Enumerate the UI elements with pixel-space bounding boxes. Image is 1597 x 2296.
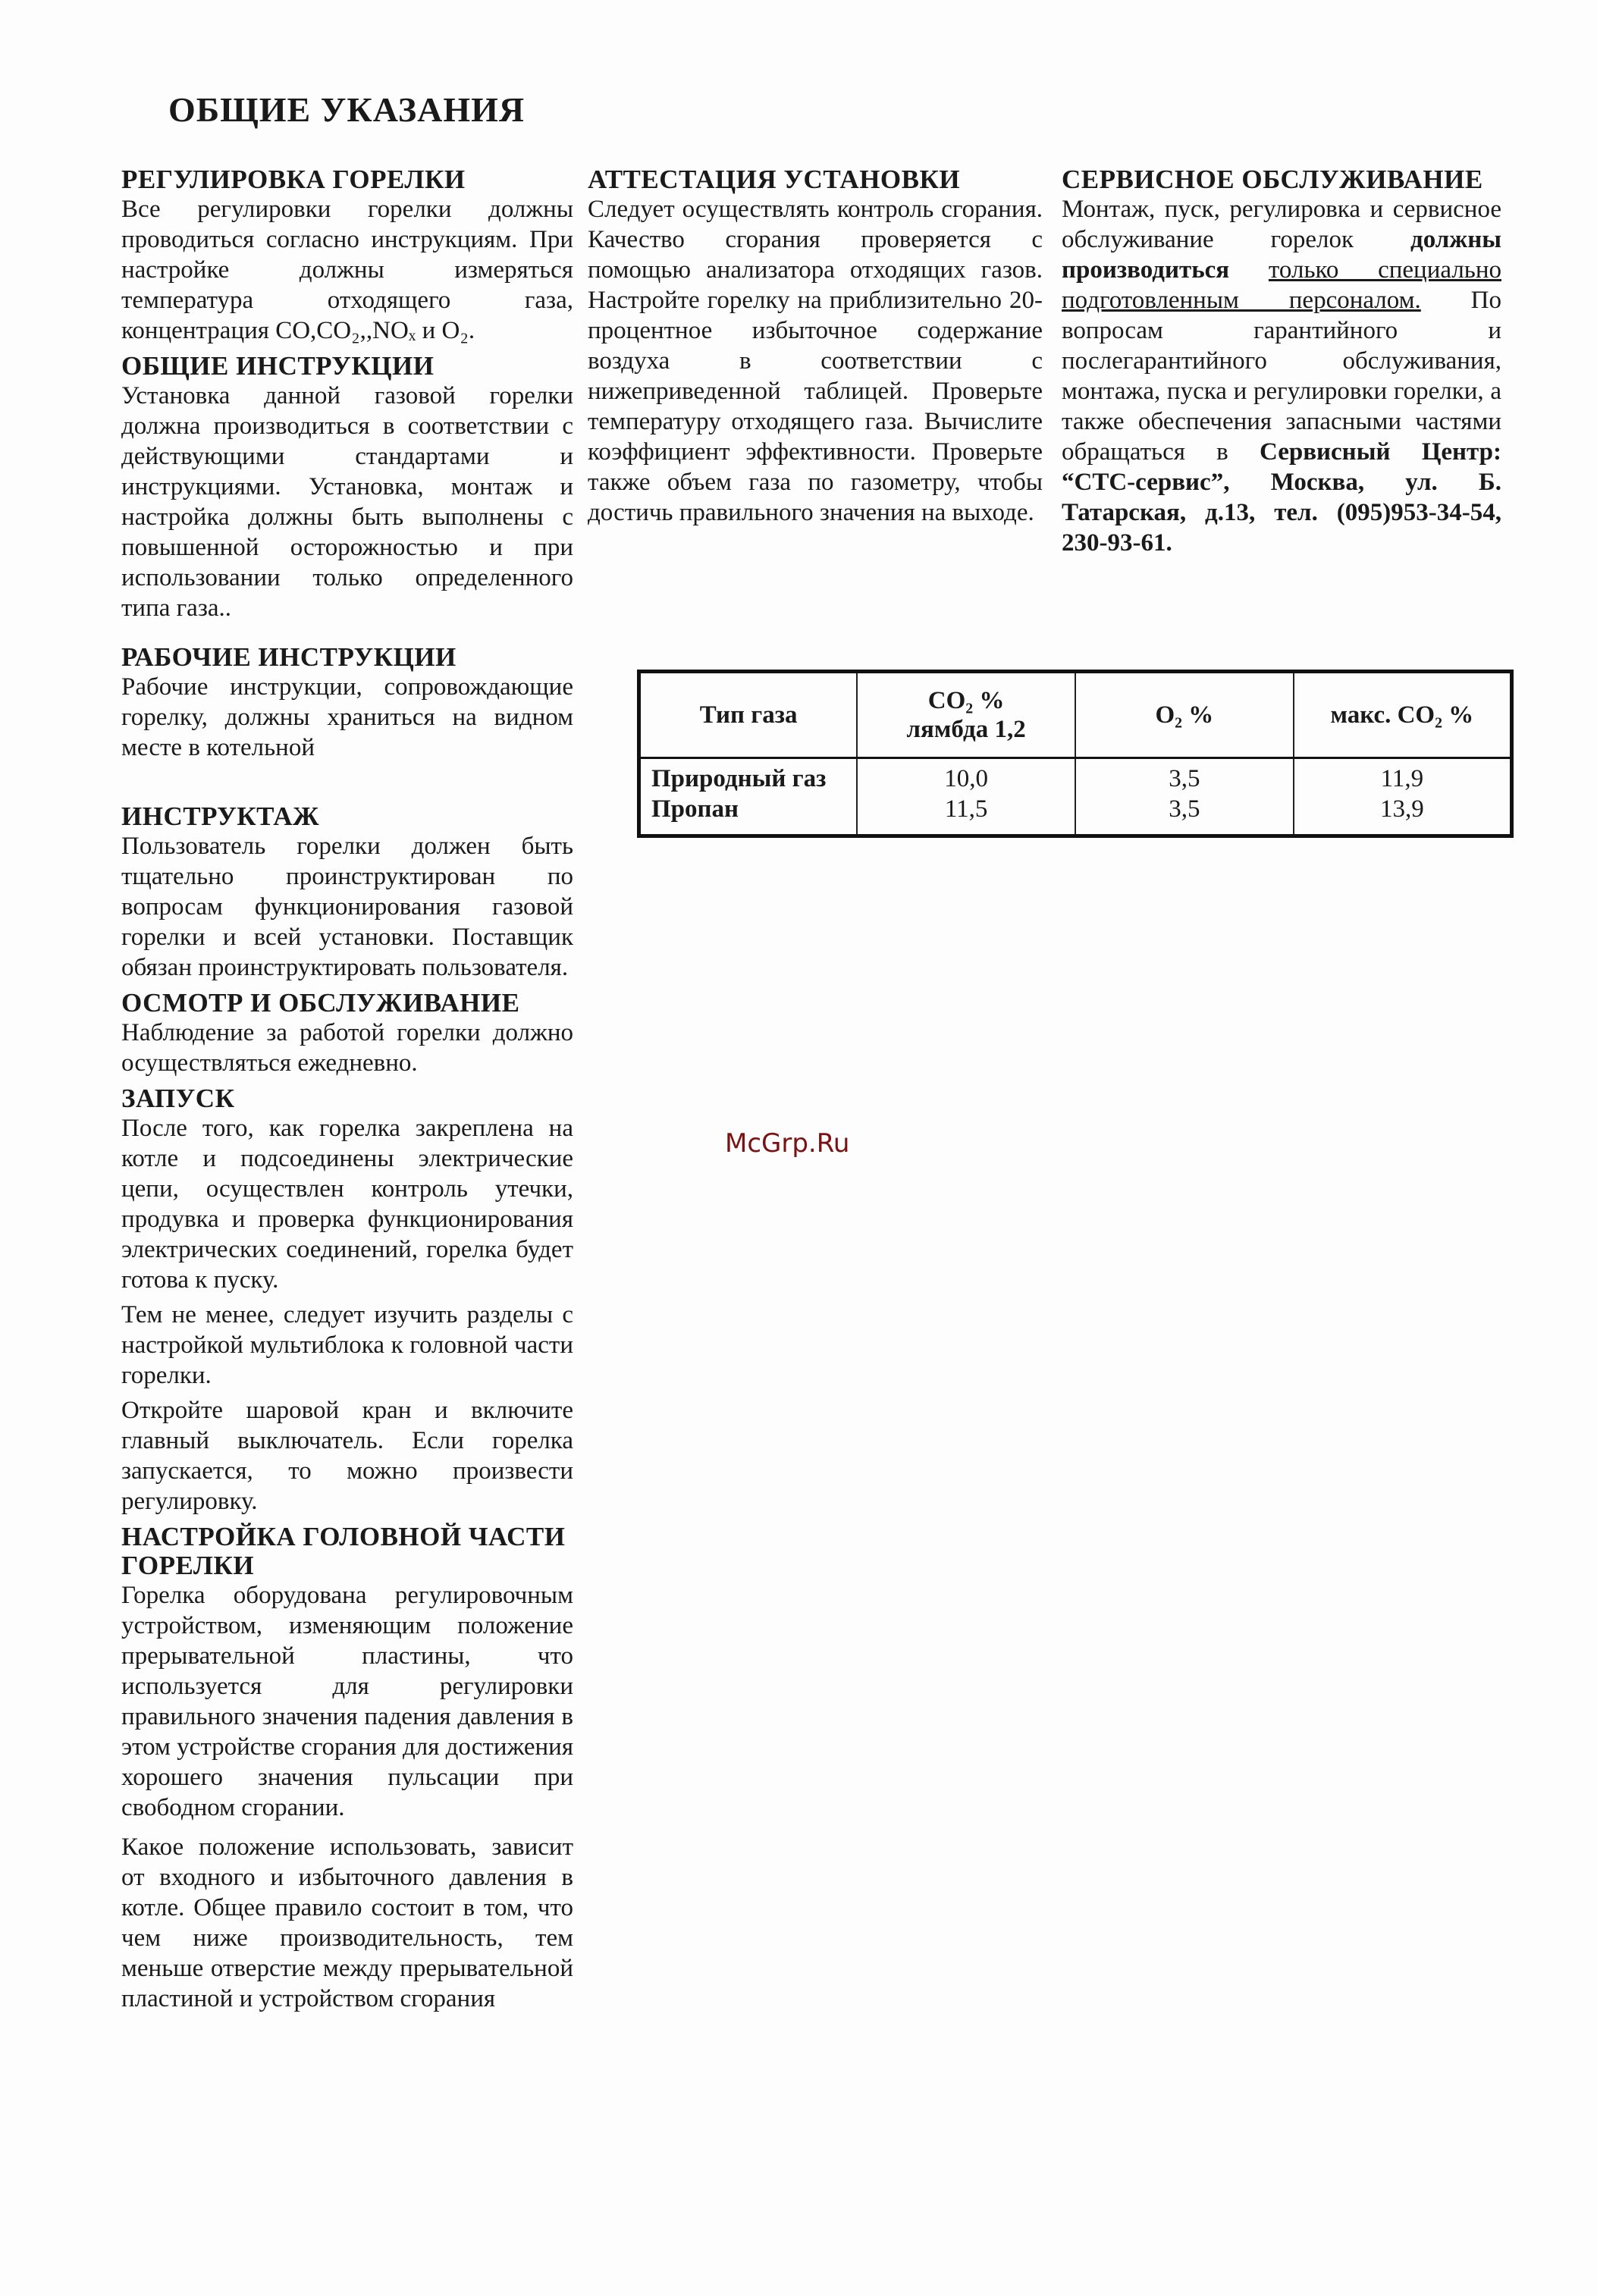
section-title: ЗАПУСК bbox=[121, 1084, 235, 1113]
section-title: РЕГУЛИРОВКА ГОРЕЛКИ bbox=[121, 165, 466, 194]
section-inspection bbox=[121, 989, 573, 1078]
section-start bbox=[121, 1084, 573, 1517]
table-row bbox=[639, 758, 1512, 836]
gas-name: Пропан bbox=[651, 795, 739, 823]
table-header-line: CO₂ % bbox=[927, 687, 1005, 714]
table-cell-gas bbox=[639, 758, 858, 836]
table-cell-max-co2 bbox=[1294, 758, 1512, 836]
max-co2-value: 11,9 bbox=[1380, 765, 1424, 792]
section-title: НАСТРОЙКА ГОЛОВНОЙ ЧАСТИ ГОРЕЛКИ bbox=[121, 1522, 566, 1580]
column-right bbox=[1062, 165, 1501, 558]
section-burner-regulation bbox=[121, 165, 573, 346]
section-attestation bbox=[588, 165, 1043, 528]
co2-value: 11,5 bbox=[944, 795, 988, 823]
section-title: ИНСТРУКТАЖ bbox=[121, 801, 320, 831]
section-text: Пользователь горелки должен быть тщательно проинструктирован по вопросам функционирования газовой горелки и всей установки. Поставщик обязан проинструктировать пользователя. bbox=[121, 833, 573, 981]
table-header bbox=[857, 672, 1075, 758]
section-text: Следует осуществлять контроль сгорания. Качество сгорания проверяется с помощью анализатора отходящих газов. Настройте горелку на приблизительно 20-процентное избыточное содержание воздуха в соответствии с нижеприведенной таблицей. Проверьте температуру отходящего газа. Вычислите коэффициент эффективности. Проверьте также объем газа по газометру, чтобы достичь правильного значения на выходе. bbox=[588, 196, 1043, 526]
section-title: АТТЕСТАЦИЯ УСТАНОВКИ bbox=[588, 165, 961, 194]
gas-name: Природный газ bbox=[651, 765, 827, 792]
section-text: Тем не менее, следует изучить разделы с настройкой мультиблока к головной части горелки. bbox=[121, 1301, 573, 1389]
service-text-d: По вопросам гарантийного и послегарантийного обслуживания, монтажа, пуска и регулировки горелки, а также обеспечения запасными частями обращаться в bbox=[1062, 287, 1501, 466]
section-work-instructions bbox=[121, 643, 573, 763]
table-header: макс. CO₂ % bbox=[1294, 672, 1512, 758]
table-header: Тип газа bbox=[639, 672, 858, 758]
service-text-underlined: только специально подготовленным персоналом. bbox=[1062, 256, 1501, 314]
o2-value: 3,5 bbox=[1169, 765, 1200, 792]
section-text: Какое положение использовать, зависит от входного и избыточного давления в котле. Общее правило состоит в том, что чем ниже производительность, тем меньше отверстие между прерывательной пластиной и устройством сгорания bbox=[121, 1833, 573, 2012]
section-text: Горелка оборудована регулировочным устройством, изменяющим положение прерывательной пластины, что используется для регулировки правильного значения падения давления в этом устройстве сгорания для достижения хорошего значения пульсации при свободном сгорании. bbox=[121, 1582, 573, 1821]
section-title: РАБОЧИЕ ИНСТРУКЦИИ bbox=[121, 642, 457, 672]
section-title: СЕРВИСНОЕ ОБСЛУЖИВАНИЕ bbox=[1062, 165, 1483, 194]
table-cell-co2 bbox=[857, 758, 1075, 836]
gas-parameters-table bbox=[637, 670, 1514, 838]
section-text: После того, как горелка закреплена на котле и подсоединены электрические цепи, осуществлен контроль утечки, продувка и проверка функционирования электрических соединений, горелка будет готова к пуску. bbox=[121, 1115, 573, 1294]
section-general-instructions bbox=[121, 352, 573, 623]
section-head-setup bbox=[121, 1523, 573, 2014]
service-text-bold-must: должны производиться bbox=[1062, 226, 1501, 284]
service-text-space bbox=[1229, 256, 1269, 284]
section-text: Рабочие инструкции, сопровождающие горелку, должны храниться на видном месте в котельной bbox=[121, 673, 573, 761]
service-center-contact: Сервисный Центр: “СТС-сервис”, Москва, ул. Б. Татарская, д.13, тел. (095)953-34-54, 230-93-61. bbox=[1062, 438, 1501, 557]
column-middle bbox=[588, 165, 1043, 528]
service-text-a: Монтаж, пуск, регулировка и сервисное обслуживание горелок bbox=[1062, 196, 1501, 253]
o2-value: 3,5 bbox=[1169, 795, 1200, 823]
section-text: Установка данной газовой горелки должна производиться в соответствии с действующими стандартами и инструкциями. Установка, монтаж и настройка должны быть выполнены с повышенной осторожностью и при использовании только определенного типа газа.. bbox=[121, 382, 573, 622]
watermark: McGrp.Ru bbox=[725, 1128, 850, 1159]
section-text: Откройте шаровой кран и включите главный выключатель. Если горелка запускается, то можно произвести регулировку. bbox=[121, 1397, 573, 1515]
section-text bbox=[1062, 194, 1501, 558]
column-left bbox=[121, 165, 573, 2014]
section-service bbox=[1062, 165, 1501, 558]
table-header: O₂ % bbox=[1075, 672, 1294, 758]
table-header-row bbox=[639, 672, 1512, 758]
co2-value: 10,0 bbox=[944, 765, 988, 792]
table-header-line: лямбда 1,2 bbox=[906, 716, 1026, 743]
section-text: Все регулировки горелки должны проводиться согласно инструкциям. При настройке должны измеряться температура отходящего газа, концентрация CO,CO₂,,NOₓ и O₂. bbox=[121, 196, 573, 344]
table-cell-o2 bbox=[1075, 758, 1294, 836]
section-title: ОБЩИЕ ИНСТРУКЦИИ bbox=[121, 351, 435, 381]
page-title: ОБЩИЕ УКАЗАНИЯ bbox=[168, 90, 526, 129]
section-title: ОСМОТР И ОБСЛУЖИВАНИЕ bbox=[121, 988, 520, 1018]
section-briefing bbox=[121, 802, 573, 983]
max-co2-value: 13,9 bbox=[1380, 795, 1424, 823]
section-text: Наблюдение за работой горелки должно осуществляться ежедневно. bbox=[121, 1019, 573, 1077]
